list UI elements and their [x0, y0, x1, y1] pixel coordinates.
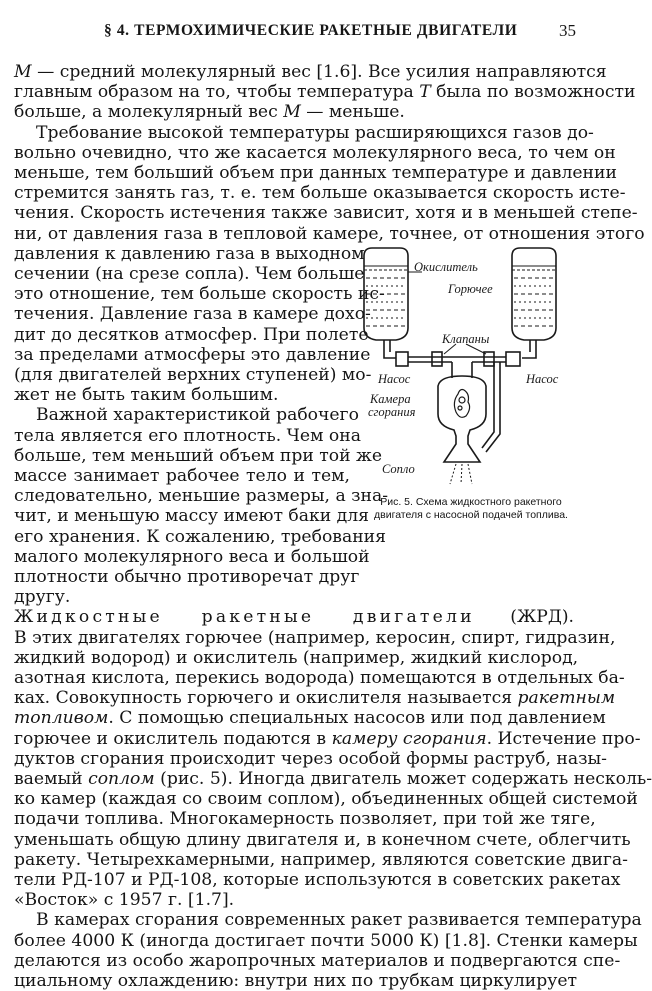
figure-caption: Рис. 5. Схема жидкостного ракетного двигателя с насосной подачей топлива.	[374, 496, 568, 521]
text-line	[14, 203, 638, 223]
text-line	[14, 628, 616, 648]
text-line	[14, 789, 638, 809]
text-segment: горючее и окислитель подаются в	[14, 729, 332, 749]
text-segment: была по возможности	[430, 82, 636, 102]
text-segment: более 4000 К (иногда достигает почти 5000 К) [1.8]. Стенки камеры	[14, 931, 638, 951]
text-line	[14, 82, 636, 102]
text-line	[14, 567, 360, 587]
text-segment: ко камер (каждая со своим соплом), объединенных общей системой	[14, 789, 638, 809]
text-line	[14, 527, 386, 547]
text-line	[14, 365, 372, 385]
text-segment: дуктов сгорания происходит через особой формы раструб, назы-	[14, 749, 607, 769]
text-segment: давления к давлению газа в выходном	[14, 244, 365, 264]
text-line	[14, 506, 370, 526]
text-segment: азотная кислота, перекись водорода) помещаются в отдельных ба-	[14, 668, 625, 688]
text-line	[14, 769, 652, 789]
text-segment: вольно очевидно, что же касается молекулярного веса, то чем он	[14, 143, 616, 163]
text-segment: дит до десятков атмосфер. При полете	[14, 325, 369, 345]
running-header-title: § 4. ТЕРМОХИМИЧЕСКИЕ РАКЕТНЫЕ ДВИГАТЕЛИ	[104, 22, 518, 39]
text-segment: тела является его плотность. Чем она	[14, 426, 361, 446]
text-segment: уменьшать общую длину двигателя и, в конечном счете, облегчить	[14, 830, 631, 850]
label-oxidizer: Окислитель	[414, 260, 478, 274]
text-line	[14, 668, 625, 688]
text-line	[14, 244, 365, 264]
text-segment: жидкий водород) и окислитель (например, жидкий кислород,	[14, 648, 579, 668]
text-line	[14, 183, 626, 203]
emphasized-term: соплом	[88, 769, 155, 789]
text-line	[14, 486, 389, 506]
running-header	[22, 18, 576, 46]
left-valve	[432, 352, 442, 366]
text-segment: делаются из особо жаропрочных материалов и подвергаются спе-	[14, 951, 621, 971]
text-segment: это отношение, тем больше скорость ис-	[14, 284, 385, 304]
text-line	[14, 951, 621, 971]
label-chamber-1: Камера	[370, 392, 411, 406]
text-segment: (рис. 5). Иногда двигатель может содержать несколь-	[154, 769, 652, 789]
text-line	[14, 830, 631, 850]
emphasized-term: T	[419, 82, 431, 102]
text-segment: — средний молекулярный вес [1.6]. Все усилия направляются	[31, 62, 607, 82]
label-chamber-2: сгорания	[368, 405, 416, 419]
text-segment: сечении (на срезе сопла). Чем больше	[14, 264, 365, 284]
text-segment: больше, тем меньший объем при той же	[14, 446, 383, 466]
emphasized-term: ракетным	[517, 688, 616, 708]
text-segment: тели РД-107 и РД-108, которые используются в советских ракетах	[14, 870, 621, 890]
text-line	[14, 850, 628, 870]
text-segment: — меньше.	[300, 102, 405, 122]
text-line	[14, 466, 350, 486]
page-number: 35	[559, 21, 576, 40]
text-line	[14, 304, 371, 324]
figure-5	[356, 236, 582, 554]
text-segment: плотности обычно противоречат друг	[14, 567, 360, 587]
text-segment: ракету. Четырехкамерными, например, являются советские двига-	[14, 850, 628, 870]
text-line	[36, 910, 642, 930]
text-segment: массе занимает рабочее тело и тем,	[14, 466, 350, 486]
text-segment: его хранения. К сожалению, требования	[14, 527, 386, 547]
section-heading: Жидкостные ракетные двигатели	[14, 607, 475, 627]
text-line	[14, 931, 638, 951]
text-segment: другу.	[14, 587, 71, 607]
text-line	[14, 708, 606, 728]
text-line	[14, 284, 385, 304]
text-line	[14, 446, 383, 466]
emphasized-term: M	[283, 102, 301, 122]
text-line	[14, 607, 574, 627]
text-line	[14, 345, 371, 365]
text-segment: ни, от давления газа в тепловой камере, точнее, от отношения этого	[14, 224, 645, 244]
emphasized-term: топливом	[14, 708, 109, 728]
text-segment: за пределами атмосферы это давление	[14, 345, 371, 365]
text-segment: Требование высокой температуры расширяющихся газов до-	[36, 123, 594, 143]
text-segment: В камерах сгорания современных ракет развивается температура	[36, 910, 642, 930]
flame-icon	[454, 390, 469, 418]
text-segment: следовательно, меньшие размеры, а зна-	[14, 486, 389, 506]
text-segment: . Истечение про-	[486, 729, 641, 749]
text-line	[14, 325, 369, 345]
text-line	[14, 587, 350, 607]
text-segment: стремится занять газ, т. е. тем больше оказывается скорость исте-	[14, 183, 626, 203]
emphasized-term: камеру сгорания	[331, 729, 487, 749]
text-segment: В этих двигателях горючее (например, керосин, спирт, гидразин,	[14, 628, 616, 648]
text-line	[14, 648, 579, 668]
text-segment: меньше, тем больший объем при данных температуре и давлении	[14, 163, 617, 183]
text-line	[14, 102, 574, 122]
text-segment: Важной характеристикой рабочего	[36, 405, 359, 425]
label-fuel: Горючее	[448, 282, 493, 296]
label-pump-right: Насос	[526, 372, 559, 386]
label-pump-left: Насос	[378, 372, 411, 386]
text-line	[14, 971, 578, 991]
text-line	[14, 163, 617, 183]
emphasized-term: M	[14, 62, 32, 82]
text-segment: . С помощью специальных насосов или под давлением	[108, 708, 606, 728]
label-valves: Клапаны	[442, 332, 490, 346]
text-segment: главным образом на то, чтобы температура	[14, 82, 420, 102]
label-nozzle: Сопло	[382, 462, 415, 476]
text-line	[14, 688, 616, 708]
text-segment: малого молекулярного веса и большой	[14, 547, 370, 567]
text-segment: (для двигателей верхних ступеней) мо-	[14, 365, 372, 385]
text-line	[14, 426, 361, 446]
text-segment: (ЖРД).	[474, 607, 575, 627]
text-line	[14, 62, 607, 82]
text-segment: больше, а молекулярный вес	[14, 102, 284, 122]
text-line	[14, 385, 350, 405]
text-line	[14, 890, 574, 910]
text-segment: ках. Совокупность горючего и окислителя называется	[14, 688, 518, 708]
text-segment: «Восток» с 1957 г. [1.7].	[14, 890, 235, 910]
text-line	[14, 547, 370, 567]
text-line	[14, 729, 641, 749]
text-line	[36, 405, 359, 425]
text-line	[14, 264, 365, 284]
text-line	[14, 809, 596, 829]
text-segment: циальному охлаждению: внутри них по трубкам циркулирует	[14, 971, 578, 991]
text-line	[14, 870, 621, 890]
text-line	[14, 749, 607, 769]
right-pump	[506, 352, 520, 366]
text-segment: чения. Скорость истечения также зависит, хотя и в меньшей степе-	[14, 203, 638, 223]
text-segment: течения. Давление газа в камере дохо-	[14, 304, 371, 324]
text-segment: жет не быть таким большим.	[14, 385, 279, 405]
text-segment: чит, и меньшую массу имеют баки для	[14, 506, 370, 526]
text-line	[14, 143, 616, 163]
left-pump	[396, 352, 408, 366]
text-line	[36, 123, 594, 143]
text-segment: ваемый	[14, 769, 89, 789]
text-segment: подачи топлива. Многокамерность позволяет, при той же тяге,	[14, 809, 596, 829]
